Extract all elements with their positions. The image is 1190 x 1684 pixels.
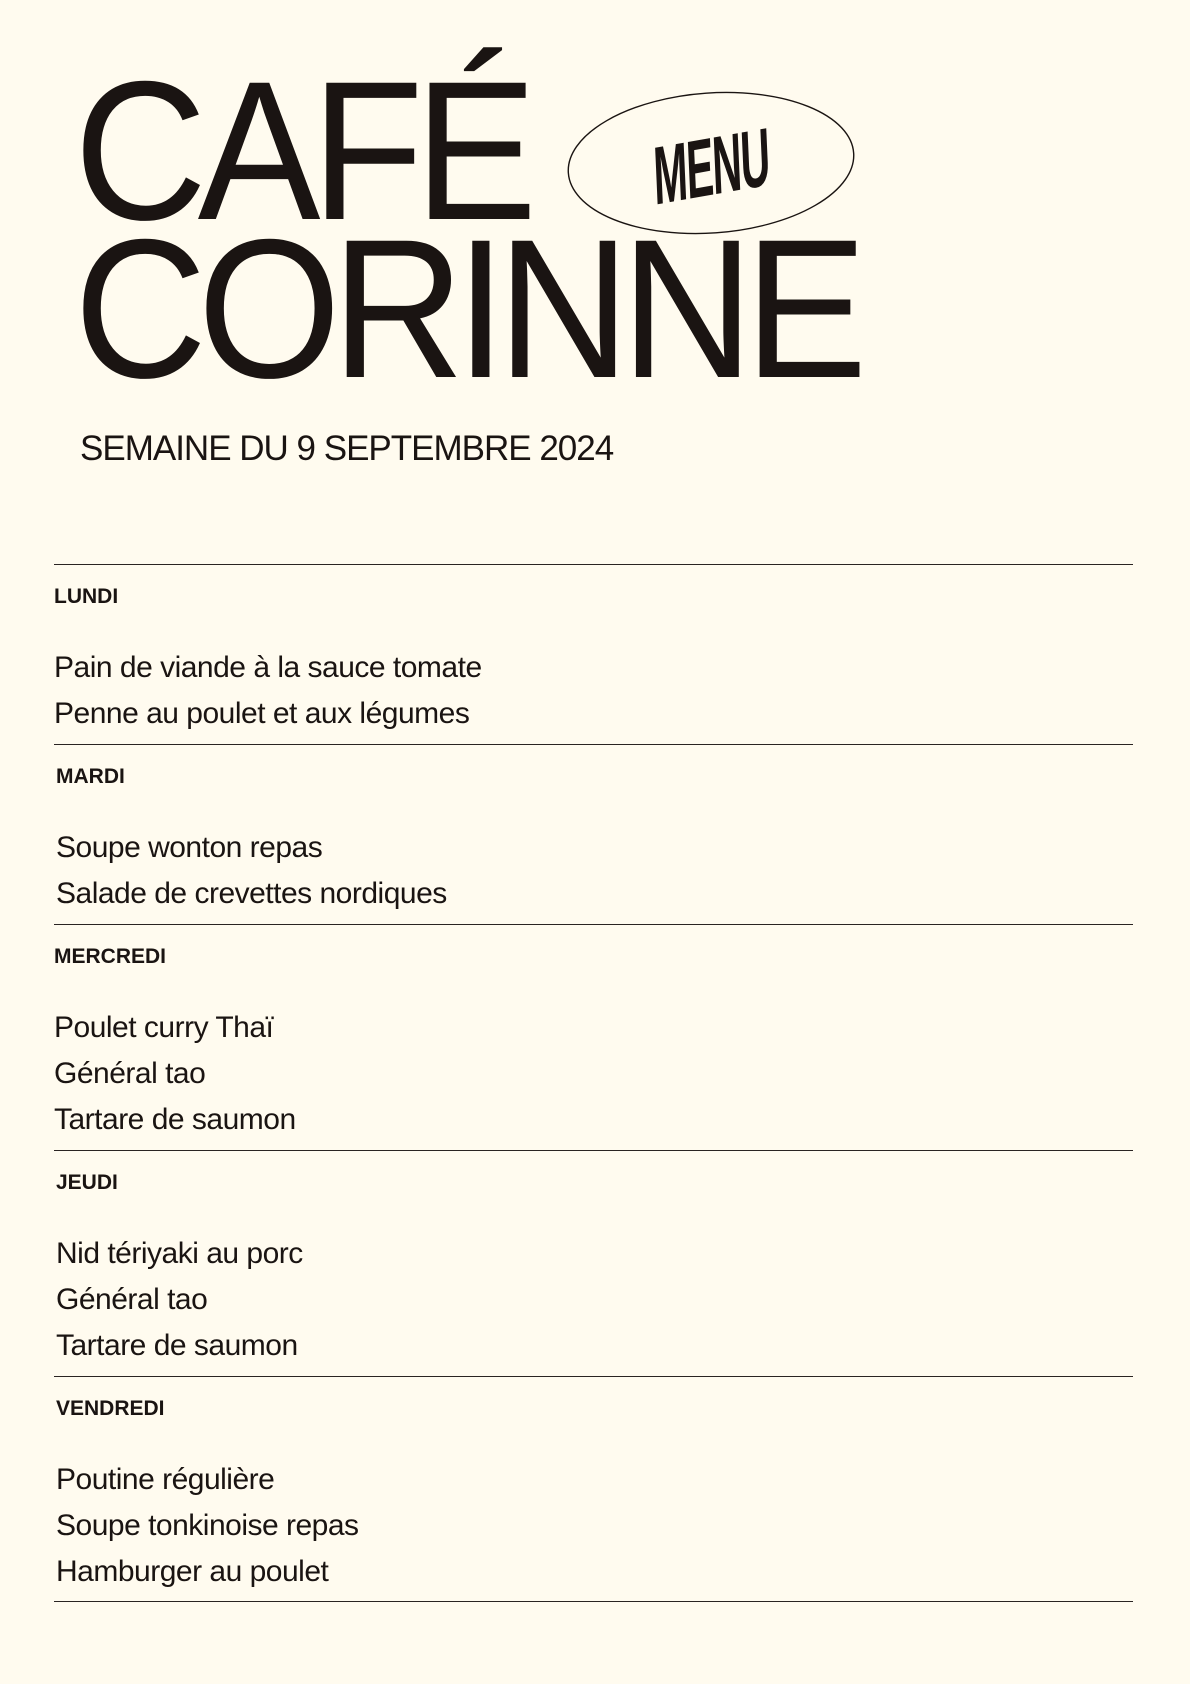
dish-item: Nid tériyaki au porc: [56, 1237, 303, 1270]
dish-list: [54, 645, 482, 737]
title-cafe: CAFÉ: [74, 40, 528, 261]
dish-list: [56, 1457, 359, 1595]
dish-list: [56, 1231, 303, 1369]
dish-item: Tartare de saumon: [54, 1103, 296, 1136]
day-section-jeudi: [54, 1150, 1133, 1376]
menu-badge: [566, 90, 856, 236]
day-section-mardi: [54, 744, 1133, 924]
dish-item: Penne au poulet et aux légumes: [54, 697, 470, 730]
menu-badge-label-wrap: [566, 90, 856, 236]
day-section-mercredi: [54, 924, 1133, 1150]
day-name: VENDREDI: [56, 1397, 165, 1420]
dish-list: [54, 1005, 296, 1143]
dish-item: Salade de crevettes nordiques: [56, 877, 447, 910]
dish-item: Poulet curry Thaï: [54, 1011, 274, 1044]
day-name: MERCREDI: [54, 945, 167, 968]
day-section-lundi: [54, 564, 1133, 744]
week-subtitle: SEMAINE DU 9 SEPTEMBRE 2024: [80, 429, 614, 468]
dish-item: Poutine régulière: [56, 1463, 275, 1496]
dish-item: Général tao: [54, 1057, 206, 1090]
title-corinne: CORINNE: [74, 198, 859, 419]
dish-item: Soupe tonkinoise repas: [56, 1509, 359, 1542]
dish-item: Général tao: [56, 1283, 208, 1316]
dish-item: Tartare de saumon: [56, 1329, 298, 1362]
dish-item: Hamburger au poulet: [56, 1555, 329, 1588]
day-section-vendredi: [54, 1376, 1133, 1602]
day-name: LUNDI: [54, 585, 119, 608]
day-name: MARDI: [56, 765, 125, 788]
dish-list: [56, 825, 447, 917]
weekly-menu: [54, 564, 1133, 1602]
dish-item: Pain de viande à la sauce tomate: [54, 651, 482, 684]
menu-badge-label: MENU: [651, 109, 771, 223]
day-name: JEUDI: [56, 1171, 118, 1194]
dish-item: Soupe wonton repas: [56, 831, 323, 864]
